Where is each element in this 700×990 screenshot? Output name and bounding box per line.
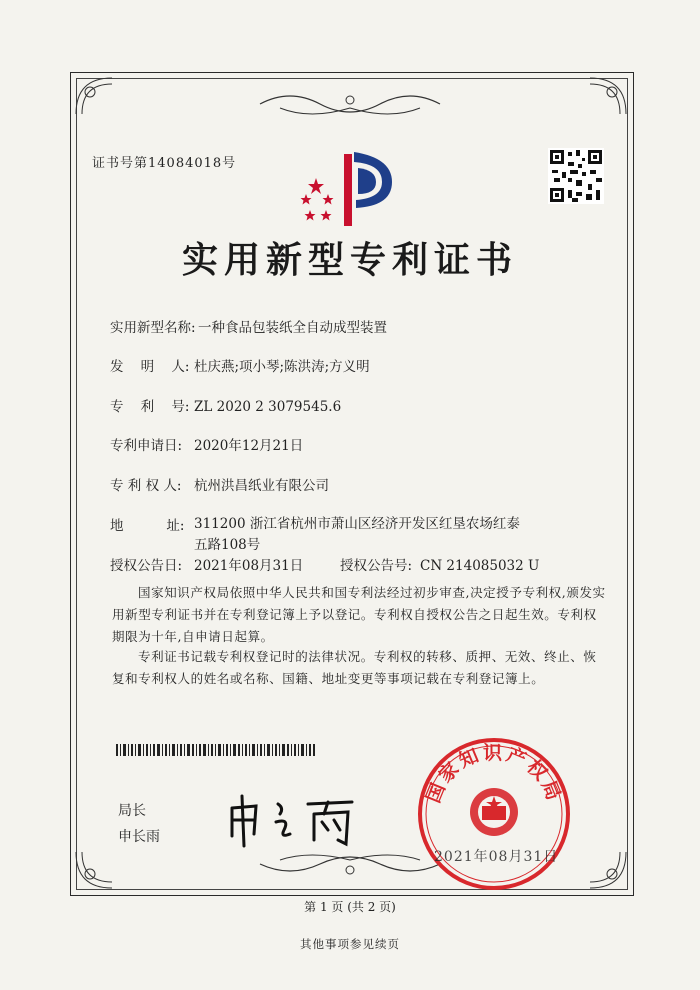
director-name: 申长雨 xyxy=(118,829,160,845)
director-signature-icon xyxy=(220,790,370,850)
announcement-number-label: 授权公告号: xyxy=(340,558,413,574)
announcement-date-value: 2021年08月31日 xyxy=(194,558,304,574)
corner-ornament-icon xyxy=(72,846,118,892)
application-date-row xyxy=(110,434,303,454)
legal-status-paragraph: 专利证书记载专利权登记时的法律状况。专利权的转移、质押、无效、终止、恢复和专利权人的姓名或名称、国籍、地址变更等事项记载在专利登记簿上。 xyxy=(112,649,597,686)
certificate-title: 实用新型专利证书 xyxy=(181,240,518,281)
announcement-date-label: 授权公告日: xyxy=(110,558,183,574)
application-date-value: 2020年12月21日 xyxy=(194,438,304,454)
director-title: 局长 xyxy=(118,803,146,819)
continuation-note: 其他事项参见续页 xyxy=(300,937,400,951)
certificate-number: 证书号第14084018号 xyxy=(92,156,237,171)
announcement-row xyxy=(110,554,539,574)
inventor-row xyxy=(110,355,370,375)
patent-number-row xyxy=(110,395,341,415)
patentee-label: 专 利 权 人: xyxy=(110,478,182,494)
page-number: 第 1 页 (共 2 页) xyxy=(304,900,396,914)
top-ornament-icon xyxy=(250,86,450,122)
patent-number-value: ZL 2020 2 3079545.6 xyxy=(194,399,342,415)
corner-ornament-icon xyxy=(72,74,118,120)
application-date-label: 专利申请日: xyxy=(110,438,183,454)
patent-office-emblem-icon xyxy=(296,148,406,228)
utility-model-name-row xyxy=(110,316,387,336)
corner-ornament-icon xyxy=(584,74,630,120)
address-row xyxy=(110,514,524,556)
seal-date: 2021年08月31日 xyxy=(434,849,559,865)
address-value: 311200 浙江省杭州市萧山区经济开发区红垦农场红泰五路108号 xyxy=(194,516,520,553)
seal-text: 国家知识产权局 xyxy=(422,742,566,807)
grant-statement-paragraph: 国家知识产权局依照中华人民共和国专利法经过初步审查,决定授予专利权,颁发实用新型专利证书并在专利登记簿上予以登记。专利权自授权公告之日起生效。专利权期限为十年,自申请日起算。 xyxy=(112,585,606,644)
address-label: 地 址: xyxy=(110,518,185,534)
name-label: 实用新型名称: xyxy=(110,320,196,336)
official-seal-icon xyxy=(414,734,574,894)
barcode-icon xyxy=(116,744,316,756)
corner-ornament-icon xyxy=(584,846,630,892)
patentee-value: 杭州洪昌纸业有限公司 xyxy=(194,478,329,494)
qr-code-icon xyxy=(548,148,604,204)
patentee-row xyxy=(110,474,329,494)
patent-number-label: 专 利 号: xyxy=(110,399,190,415)
inventor-label: 发 明 人: xyxy=(110,359,190,375)
inventor-value: 杜庆燕;项小琴;陈洪涛;方义明 xyxy=(194,359,370,375)
name-value: 一种食品包装纸全自动成型装置 xyxy=(198,320,387,336)
announcement-number-value: CN 214085032 U xyxy=(420,558,540,574)
